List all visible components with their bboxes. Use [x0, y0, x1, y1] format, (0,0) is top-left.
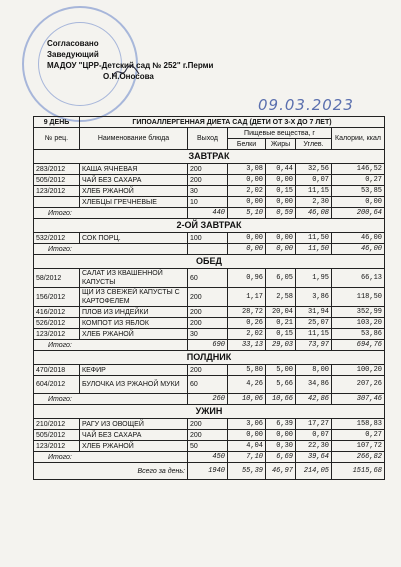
- cell-kcal: 100,20: [332, 365, 385, 376]
- meal-header-row: [34, 219, 385, 233]
- grand-kcal: 1515,68: [332, 463, 385, 480]
- cell-name: ЩИ ИЗ СВЕЖЕЙ КАПУСТЫ С КАРТОФЕЛЕМ: [80, 288, 188, 307]
- cell-carbs: 8,00: [296, 365, 332, 376]
- total-carbs: 39,64: [296, 452, 332, 463]
- cell-rec: 58/2012: [34, 269, 80, 288]
- col-prot: Белки: [228, 139, 266, 150]
- cell-rec: 470/2018: [34, 365, 80, 376]
- cell-rec: 123/2012: [34, 329, 80, 340]
- cell-name: РАГУ ИЗ ОВОЩЕЙ: [80, 419, 188, 430]
- cell-protein: 0,26: [228, 318, 266, 329]
- total-fat: 29,03: [266, 340, 296, 351]
- total-kcal: 200,64: [332, 208, 385, 219]
- col-fat: Жиры: [266, 139, 296, 150]
- table-row: [34, 376, 385, 394]
- total-fat: 6,69: [266, 452, 296, 463]
- cell-name: ХЛЕБ РЖАНОЙ: [80, 329, 188, 340]
- cell-carbs: 11,15: [296, 186, 332, 197]
- cell-rec: 210/2012: [34, 419, 80, 430]
- grand-fat: 46,97: [266, 463, 296, 480]
- handwritten-date: 09.03.2023: [258, 96, 354, 114]
- cell-fat: 0,15: [266, 186, 296, 197]
- table-row: [34, 186, 385, 197]
- cell-kcal: 103,20: [332, 318, 385, 329]
- cell-out: 200: [188, 164, 228, 175]
- total-fat: 0,00: [266, 244, 296, 255]
- meal-title: УЖИН: [34, 405, 385, 419]
- table-row: [34, 269, 385, 288]
- cell-kcal: 46,00: [332, 233, 385, 244]
- cell-carbs: 31,94: [296, 307, 332, 318]
- table-row: [34, 441, 385, 452]
- approval-line-1: Согласовано: [47, 39, 99, 48]
- total-kcal: 694,76: [332, 340, 385, 351]
- cell-protein: 5,80: [228, 365, 266, 376]
- total-row: [34, 340, 385, 351]
- total-label: Итого:: [34, 208, 188, 219]
- cell-out: 200: [188, 288, 228, 307]
- cell-carbs: 0,07: [296, 175, 332, 186]
- col-kcal: Калории, ккал: [332, 128, 385, 150]
- total-carbs: 73,97: [296, 340, 332, 351]
- cell-kcal: 0,27: [332, 175, 385, 186]
- cell-carbs: 25,07: [296, 318, 332, 329]
- total-row: [34, 208, 385, 219]
- total-kcal: 266,82: [332, 452, 385, 463]
- cell-protein: 3,06: [228, 419, 266, 430]
- cell-fat: 2,58: [266, 288, 296, 307]
- total-out: [188, 244, 228, 255]
- meal-title: 2-ОЙ ЗАВТРАК: [34, 219, 385, 233]
- total-out: 690: [188, 340, 228, 351]
- cell-kcal: 107,72: [332, 441, 385, 452]
- table-row: [34, 430, 385, 441]
- cell-rec: 505/2012: [34, 175, 80, 186]
- cell-out: 200: [188, 419, 228, 430]
- cell-fat: 0,44: [266, 164, 296, 175]
- grand-total-label: Всего за день:: [34, 463, 188, 480]
- total-carbs: 42,86: [296, 394, 332, 405]
- meal-header-row: [34, 255, 385, 269]
- cell-name: КЕФИР: [80, 365, 188, 376]
- grand-protein: 55,39: [228, 463, 266, 480]
- cell-out: 30: [188, 329, 228, 340]
- total-out: 440: [188, 208, 228, 219]
- cell-carbs: 22,30: [296, 441, 332, 452]
- cell-out: 200: [188, 307, 228, 318]
- cell-name: ХЛЕБЦЫ ГРЕЧНЕВЫЕ: [80, 197, 188, 208]
- cell-kcal: 53,85: [332, 186, 385, 197]
- cell-protein: 1,17: [228, 288, 266, 307]
- cell-rec: 156/2012: [34, 288, 80, 307]
- table-row: [34, 197, 385, 208]
- total-protein: 0,00: [228, 244, 266, 255]
- grand-carbs: 214,05: [296, 463, 332, 480]
- cell-protein: 0,00: [228, 175, 266, 186]
- cell-fat: 0,00: [266, 197, 296, 208]
- grand-out: 1940: [188, 463, 228, 480]
- cell-out: 30: [188, 186, 228, 197]
- cell-rec: 416/2012: [34, 307, 80, 318]
- cell-kcal: 146,52: [332, 164, 385, 175]
- cell-carbs: 2,30: [296, 197, 332, 208]
- cell-fat: 6,39: [266, 419, 296, 430]
- cell-protein: 0,00: [228, 430, 266, 441]
- total-label: Итого:: [34, 244, 188, 255]
- cell-kcal: 158,83: [332, 419, 385, 430]
- table-row: [34, 288, 385, 307]
- table-row: [34, 307, 385, 318]
- cell-protein: 0,96: [228, 269, 266, 288]
- cell-name: ЧАЙ БЕЗ САХАРА: [80, 430, 188, 441]
- total-protein: 7,10: [228, 452, 266, 463]
- cell-carbs: 0,07: [296, 430, 332, 441]
- total-label: Итого:: [34, 340, 188, 351]
- total-protein: 10,06: [228, 394, 266, 405]
- meal-header-row: [34, 351, 385, 365]
- cell-protein: 4,26: [228, 376, 266, 394]
- cell-protein: 4,04: [228, 441, 266, 452]
- cell-fat: 0,30: [266, 441, 296, 452]
- diet-title: ГИПОАЛЛЕРГЕННАЯ ДИЕТА САД (ДЕТИ ОТ 3-Х ДО 7 ЛЕТ): [80, 117, 385, 128]
- cell-rec: 505/2012: [34, 430, 80, 441]
- table-header-row: [34, 128, 385, 139]
- cell-fat: 5,66: [266, 376, 296, 394]
- total-kcal: 307,46: [332, 394, 385, 405]
- cell-carbs: 3,86: [296, 288, 332, 307]
- total-protein: 33,13: [228, 340, 266, 351]
- cell-name: ЧАЙ БЕЗ САХАРА: [80, 175, 188, 186]
- col-nutr: Пищевые вещества, г: [228, 128, 332, 139]
- cell-protein: 2,02: [228, 186, 266, 197]
- table-row: [34, 164, 385, 175]
- cell-protein: 28,72: [228, 307, 266, 318]
- cell-rec: 123/2012: [34, 186, 80, 197]
- cell-rec: 604/2012: [34, 376, 80, 394]
- cell-kcal: 0,27: [332, 430, 385, 441]
- cell-out: 10: [188, 197, 228, 208]
- meal-header-row: [34, 150, 385, 164]
- cell-protein: 0,00: [228, 233, 266, 244]
- cell-out: 60: [188, 376, 228, 394]
- cell-fat: 5,00: [266, 365, 296, 376]
- col-name: Наименование блюда: [80, 128, 188, 150]
- cell-rec: 123/2012: [34, 441, 80, 452]
- cell-fat: 0,00: [266, 430, 296, 441]
- table-row: [34, 329, 385, 340]
- total-carbs: 11,50: [296, 244, 332, 255]
- table-row: [34, 419, 385, 430]
- cell-kcal: 66,13: [332, 269, 385, 288]
- cell-out: 60: [188, 269, 228, 288]
- cell-protein: 0,00: [228, 197, 266, 208]
- total-fat: 0,59: [266, 208, 296, 219]
- table-row: [34, 233, 385, 244]
- cell-protein: 2,02: [228, 329, 266, 340]
- cell-kcal: 53,86: [332, 329, 385, 340]
- cell-name: ХЛЕБ РЖАНОЙ: [80, 441, 188, 452]
- cell-carbs: 11,50: [296, 233, 332, 244]
- total-row: [34, 244, 385, 255]
- menu-body: [34, 150, 385, 480]
- cell-fat: 6,05: [266, 269, 296, 288]
- total-row: [34, 394, 385, 405]
- cell-kcal: 0,00: [332, 197, 385, 208]
- signature: [112, 64, 140, 80]
- total-carbs: 46,08: [296, 208, 332, 219]
- cell-name: ПЛОВ ИЗ ИНДЕЙКИ: [80, 307, 188, 318]
- table-title-row: [34, 117, 385, 128]
- day-label: 9 ДЕНЬ: [34, 117, 80, 128]
- cell-rec: 526/2012: [34, 318, 80, 329]
- table-row: [34, 175, 385, 186]
- cell-carbs: 1,95: [296, 269, 332, 288]
- cell-fat: 0,00: [266, 175, 296, 186]
- cell-fat: 0,15: [266, 329, 296, 340]
- total-label: Итого:: [34, 394, 188, 405]
- cell-protein: 3,08: [228, 164, 266, 175]
- cell-fat: 0,00: [266, 233, 296, 244]
- meal-title: ОБЕД: [34, 255, 385, 269]
- cell-fat: 0,21: [266, 318, 296, 329]
- cell-out: 200: [188, 175, 228, 186]
- cell-name: КАША ЯЧНЕВАЯ: [80, 164, 188, 175]
- total-protein: 5,10: [228, 208, 266, 219]
- cell-carbs: 34,86: [296, 376, 332, 394]
- cell-kcal: 352,99: [332, 307, 385, 318]
- meal-title: ПОЛДНИК: [34, 351, 385, 365]
- total-kcal: 46,00: [332, 244, 385, 255]
- grand-total-row: [34, 463, 385, 480]
- cell-name: ХЛЕБ РЖАНОЙ: [80, 186, 188, 197]
- table-row: [34, 365, 385, 376]
- meal-header-row: [34, 405, 385, 419]
- cell-carbs: 32,56: [296, 164, 332, 175]
- total-label: Итого:: [34, 452, 188, 463]
- col-out: Выход: [188, 128, 228, 150]
- cell-rec: 283/2012: [34, 164, 80, 175]
- cell-name: СОК ПОРЦ.: [80, 233, 188, 244]
- menu-table: [33, 116, 385, 480]
- cell-carbs: 17,27: [296, 419, 332, 430]
- cell-out: 200: [188, 318, 228, 329]
- total-fat: 10,66: [266, 394, 296, 405]
- total-out: 450: [188, 452, 228, 463]
- cell-name: САЛАТ ИЗ КВАШЕННОЙ КАПУСТЫ: [80, 269, 188, 288]
- cell-out: 200: [188, 430, 228, 441]
- cell-out: 50: [188, 441, 228, 452]
- cell-carbs: 11,15: [296, 329, 332, 340]
- approval-line-2: Заведующий: [47, 50, 99, 59]
- col-rec: № рец.: [34, 128, 80, 150]
- col-carb: Углев.: [296, 139, 332, 150]
- cell-kcal: 207,26: [332, 376, 385, 394]
- cell-rec: 532/2012: [34, 233, 80, 244]
- total-row: [34, 452, 385, 463]
- cell-out: 100: [188, 233, 228, 244]
- cell-rec: [34, 197, 80, 208]
- cell-name: БУЛОЧКА ИЗ РЖАНОЙ МУКИ: [80, 376, 188, 394]
- meal-title: ЗАВТРАК: [34, 150, 385, 164]
- cell-name: КОМПОТ ИЗ ЯБЛОК: [80, 318, 188, 329]
- table-row: [34, 318, 385, 329]
- total-out: 260: [188, 394, 228, 405]
- cell-fat: 20,04: [266, 307, 296, 318]
- approval-line-3: МАДОУ "ЦРР-Детский сад № 252" г.Перми: [47, 61, 214, 70]
- approval-line-4: О.Н.Оносова: [103, 72, 154, 81]
- cell-kcal: 118,50: [332, 288, 385, 307]
- cell-out: 200: [188, 365, 228, 376]
